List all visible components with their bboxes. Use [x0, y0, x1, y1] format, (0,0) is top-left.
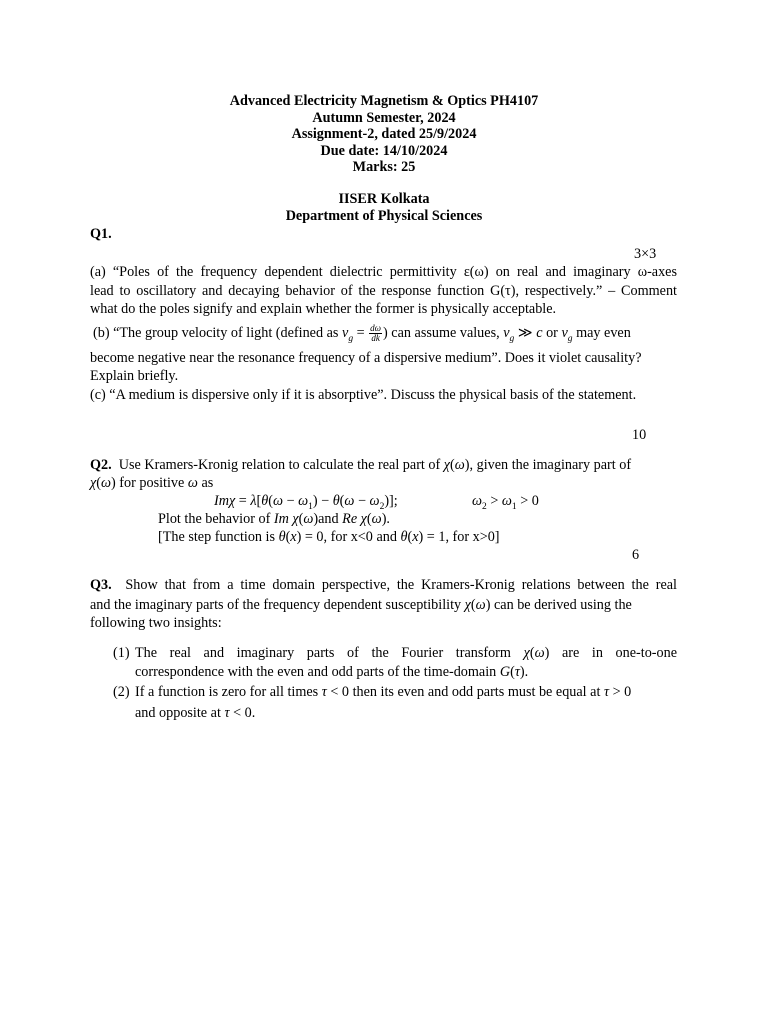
- q1-label: Q1.: [90, 226, 112, 242]
- q3-item1-line1: The real and imaginary parts of the Fourier transform χ(ω) are in one-to-one: [135, 645, 678, 661]
- semester: Autumn Semester, 2024: [312, 110, 456, 126]
- total-marks: Marks: 25: [352, 159, 416, 175]
- q3-line3: following two insights:: [90, 615, 222, 631]
- q2-line1: Q2. Use Kramers-Kronig relation to calculate the real part of χ(ω), given the imaginary part of: [90, 457, 632, 473]
- q1-a-line2: lead to oscillatory and decaying behavior of the response function G(τ), respectively.” – Comment: [90, 283, 677, 299]
- q2-plot-line: Plot the behavior of Im χ(ω)and Re χ(ω).: [158, 511, 390, 527]
- q3-item2-number: (2): [113, 684, 130, 700]
- q2-line2: χ(ω) for positive ω as: [90, 475, 214, 491]
- q1-a-line3: what do the poles signify and explain whether the former is physically acceptable.: [90, 301, 557, 317]
- q2-equation: $Im\chi = \lambda[\theta(\omega - \omega_1) - \theta(\omega - \omega_2)]$;: [214, 493, 398, 512]
- q3-item2-line2: and opposite at τ < 0.: [135, 705, 256, 721]
- assignment-date: Assignment-2, dated 25/9/2024: [291, 126, 477, 142]
- q1-marks: 3×3: [634, 246, 657, 262]
- q1-a-line1: (a) “Poles of the frequency dependent dielectric permittivity ε(ω) on real and imaginary ω-axes: [90, 264, 677, 280]
- course-title: Advanced Electricity Magnetism & Optics PH4107: [229, 93, 539, 109]
- q3-line2: and the imaginary parts of the frequency dependent susceptibility χ(ω) can be derived using the: [90, 597, 632, 613]
- q3-item1-line2: correspondence with the even and odd parts of the time-domain G(τ).: [135, 664, 529, 680]
- dw-dk-fraction: $\frac{d\omega}{dk}$: [370, 323, 382, 343]
- q3-marks: 6: [632, 547, 640, 563]
- due-date: Due date: 14/10/2024: [320, 143, 448, 159]
- q1-c-line: (c) “A medium is dispersive only if it is absorptive”. Discuss the physical basis of the statement.: [90, 387, 637, 403]
- q3-item1-number: (1): [113, 645, 130, 661]
- q2-step-line: [The step function is θ(x) = 0, for x<0 and θ(x) = 1, for x>0]: [158, 529, 500, 545]
- q3-line1: Q3. Show that from a time domain perspective, the Kramers-Kronig relations between the real: [90, 577, 678, 593]
- q2-marks: 10: [632, 427, 647, 443]
- q3-item2-line1: If a function is zero for all times τ < 0 then its even and odd parts must be equal at τ > 0: [135, 684, 632, 700]
- q1-b-line3: Explain briefly.: [90, 368, 179, 384]
- department-name: Department of Physical Sciences: [285, 208, 483, 224]
- q2-condition: $\omega_2 > \omega_1 > 0$: [472, 493, 539, 512]
- q1-b-line2: become negative near the resonance frequency of a dispersive medium”. Does it violet causality?: [90, 350, 642, 366]
- q1-b-line1: (b) “The group velocity of light (defined as $v_g$ = $\frac{d\omega}{dk}$ ) can assume values, $v_g$ ≫ c or $v_g$ may even: [93, 323, 631, 344]
- institute-name: IISER Kolkata: [338, 191, 430, 207]
